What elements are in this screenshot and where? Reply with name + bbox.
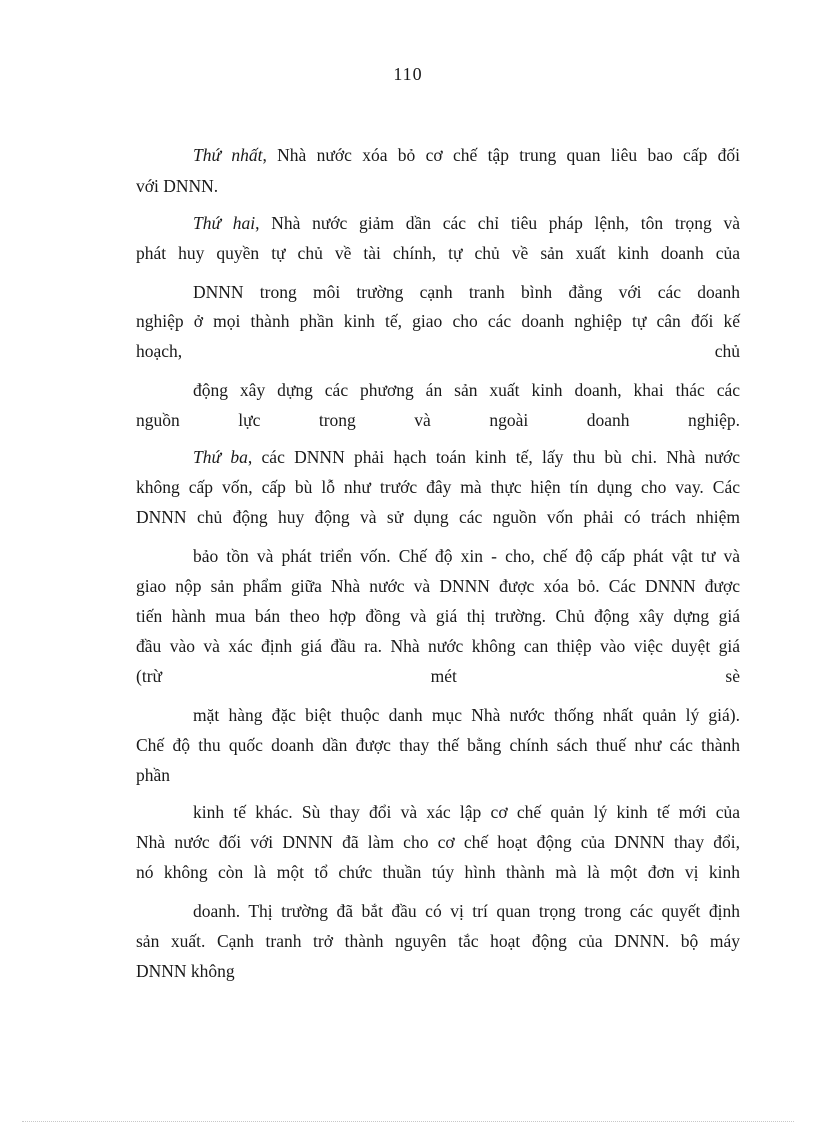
text-line-14: giao nộp sản phẩm giữa Nhà nước và DNNN được xóa bỏ. Các DNNN được: [136, 576, 740, 596]
text-line-22: Nhà nước đối với DNNN đã làm cho cơ chế hoạt động của DNNN thay đổi,: [136, 832, 740, 852]
text-line-7: hoạch, chủ: [136, 341, 740, 361]
text-line-10: Thứ ba, các DNNN phải hạch toán kinh tế, lấy thu bù chi. Nhà nước: [193, 447, 740, 467]
text-line-1: Thứ nhất, Nhà nước xóa bỏ cơ chế tập trung quan liêu bao cấp đối: [193, 145, 740, 165]
text-line-16: đầu vào và xác định giá đầu ra. Nhà nước không can thiệp vào việc duyệt giá: [136, 636, 740, 656]
emphasis-thu-hai: Thứ hai: [193, 213, 256, 233]
text-line-24: doanh. Thị trường đã bắt đầu có vị trí quan trọng trong các quyết định: [193, 901, 740, 921]
page-number: 110: [393, 64, 423, 84]
text-line-20: phần: [136, 765, 171, 785]
text-line-13: bảo tồn và phát triển vốn. Chế độ xin - cho, chế độ cấp phát vật tư và: [193, 546, 740, 566]
text-line-11: không cấp vốn, cấp bù lỗ như trước đây mà thực hiện tín dụng cho vay. Các: [136, 477, 740, 497]
emphasis-thu-nhat: Thứ nhất: [193, 145, 263, 165]
text-line-25: sản xuất. Cạnh tranh trở thành nguyên tắc hoạt động của DNNN. bộ máy: [136, 931, 740, 951]
text-line-4: phát huy quyền tự chủ về tài chính, tự chủ về sản xuất kinh doanh của: [136, 243, 740, 263]
text-line-23: nó không còn là một tổ chức thuần túy hình thành mà là một đơn vị kinh: [136, 862, 740, 882]
text-line-18: mặt hàng đặc biệt thuộc danh mục Nhà nước thống nhất quản lý giá).: [193, 705, 740, 725]
text-line-3: Thứ hai, Nhà nước giảm dần các chỉ tiêu pháp lệnh, tôn trọng và: [193, 213, 741, 233]
text-line-6: nghiệp ở mọi thành phần kinh tế, giao cho các doanh nghiệp tự cân đối kế: [136, 311, 740, 331]
text-line-8: động xây dựng các phương án sản xuất kinh doanh, khai thác các: [193, 380, 740, 400]
text-line-12: DNNN chủ động huy động và sử dụng các nguồn vốn phải có trách nhiệm: [136, 507, 740, 527]
emphasis-thu-ba: Thứ ba: [193, 447, 248, 467]
text-line-9: nguồn lực trong và ngoài doanh nghiệp.: [136, 410, 740, 430]
text-line-15: tiến hành mua bán theo hợp đồng và giá thị trường. Chủ động xây dựng giá: [136, 606, 740, 626]
page-bottom-border: [22, 1121, 794, 1122]
text-line-19: Chế độ thu quốc doanh dần được thay thế bằng chính sách thuế như các thành: [136, 735, 740, 755]
text-line-2: với DNNN.: [136, 176, 219, 196]
text-line-26: DNNN không: [136, 961, 235, 981]
text-line-21: kinh tế khác. Sù thay đổi và xác lập cơ chế quản lý kinh tế mới của: [193, 802, 740, 822]
text-line-5: DNNN trong môi trường cạnh tranh bình đẳng với các doanh: [193, 282, 740, 302]
text-line-17: (trừ mét sè: [136, 666, 740, 686]
